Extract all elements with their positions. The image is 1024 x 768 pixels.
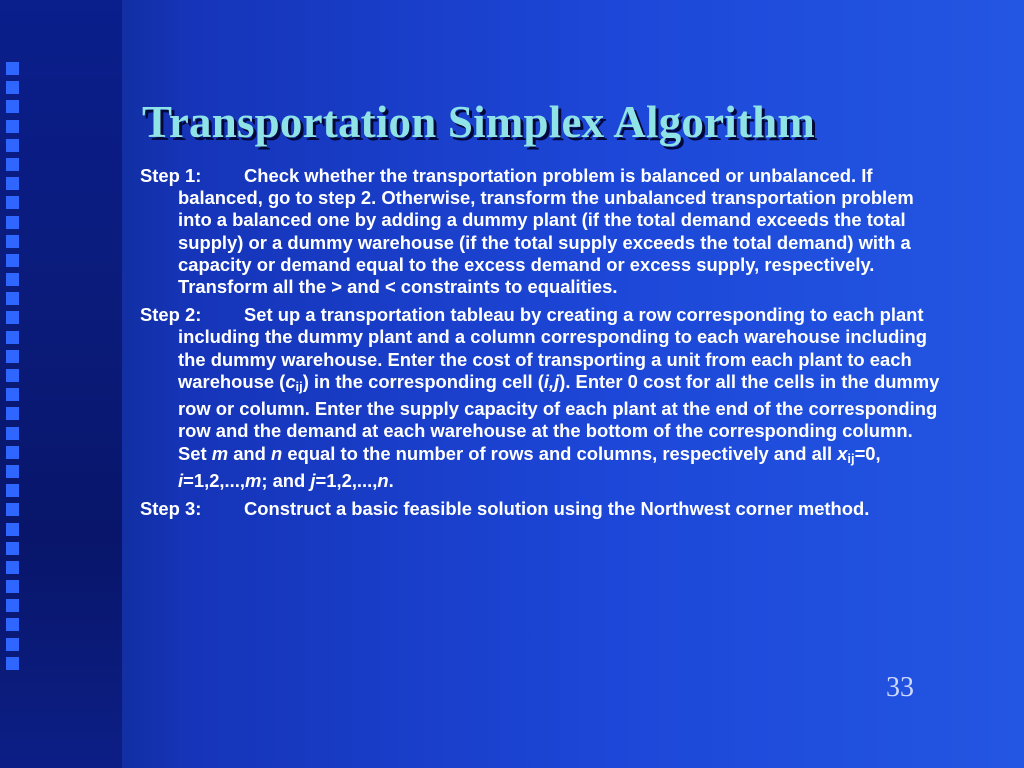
decorative-square (6, 120, 19, 133)
step-1 (140, 165, 940, 298)
cost-subscript: ij (295, 379, 303, 395)
step-text: ). Enter 0 cost for all the cells in the dummy row or column. Enter the supply capacity of each plant at the end of the corresponding row and the demand at each warehouse at the bottom of the corresponding column. Set (178, 370, 940, 464)
var-i: i (178, 470, 184, 492)
decorative-square (6, 561, 19, 574)
decorative-square (6, 311, 19, 324)
decorative-square (6, 158, 19, 171)
step-text: Construct a basic feasible solution using the Northwest corner method. (244, 498, 870, 520)
decorative-square (6, 638, 19, 651)
slide-body (140, 165, 940, 526)
var-j: j (310, 470, 316, 492)
decorative-square (6, 618, 19, 631)
var-n: n (377, 470, 389, 492)
step-text: . (388, 470, 394, 492)
decorative-square (6, 292, 19, 305)
step-3 (140, 498, 940, 520)
decorative-square (6, 580, 19, 593)
decorative-square (6, 503, 19, 516)
step-text: ; and (261, 470, 311, 492)
decorative-square (6, 139, 19, 152)
decorative-square (6, 177, 19, 190)
decorative-square (6, 523, 19, 536)
step-label: Step 3: (140, 498, 202, 520)
decorative-square (6, 100, 19, 113)
decorative-square (6, 273, 19, 286)
left-decorative-panel (0, 0, 122, 768)
var-x: x (837, 442, 848, 464)
decorative-square (6, 388, 19, 401)
step-label: Step 2: (140, 304, 202, 326)
step-text: =0, (854, 442, 881, 464)
x-subscript: ij (847, 450, 855, 466)
step-text: equal to the number of rows and columns, respectively and all (282, 442, 838, 464)
decorative-square (6, 599, 19, 612)
cell-index: i,j (543, 370, 560, 392)
decorative-square (6, 542, 19, 555)
decorative-square (6, 254, 19, 267)
decorative-square (6, 446, 19, 459)
cost-symbol: c (285, 370, 296, 392)
step-text: Set up a transportation tableau by creating a row corresponding to each plant including the dummy plant and a column corresponding to each warehouse including the dummy warehouse. Enter the cost of transporting a unit from each plant to each warehouse ( (178, 304, 927, 392)
var-m: m (211, 442, 229, 464)
var-n: n (271, 442, 283, 464)
step-label: Step 1: (140, 165, 202, 186)
decorative-square (6, 657, 19, 670)
step-text: =1,2,..., (183, 470, 245, 492)
decorative-square (6, 427, 19, 440)
page-number: 33 (886, 672, 914, 703)
decorative-square (6, 235, 19, 248)
decorative-square (6, 81, 19, 94)
decorative-square (6, 484, 19, 497)
decorative-square (6, 196, 19, 209)
step-2 (140, 304, 940, 492)
decorative-square (6, 62, 19, 75)
decorative-square (6, 350, 19, 363)
step-text: =1,2,..., (315, 470, 378, 492)
square-bullet-column (6, 62, 24, 676)
decorative-square (6, 216, 19, 229)
var-m: m (244, 470, 262, 492)
decorative-square (6, 465, 19, 478)
step-text: Check whether the transportation problem is balanced or unbalanced. If balanced, go to step 2. Otherwise, transform the unbalanced transportation problem into a balanced one by adding a dummy plant (if the total demand exceeds the total supply) or a dummy warehouse (if the total supply exceeds the total demand) with a capacity or demand equal to the excess demand or excess supply, respectively. Transform all the > and < constraints to equalities. (178, 165, 914, 298)
slide-title: Transportation Simplex Algorithm (142, 97, 816, 147)
decorative-square (6, 407, 19, 420)
decorative-square (6, 369, 19, 382)
step-text: and (228, 442, 272, 464)
step-text: ) in the corresponding cell ( (302, 370, 544, 392)
decorative-square (6, 331, 19, 344)
